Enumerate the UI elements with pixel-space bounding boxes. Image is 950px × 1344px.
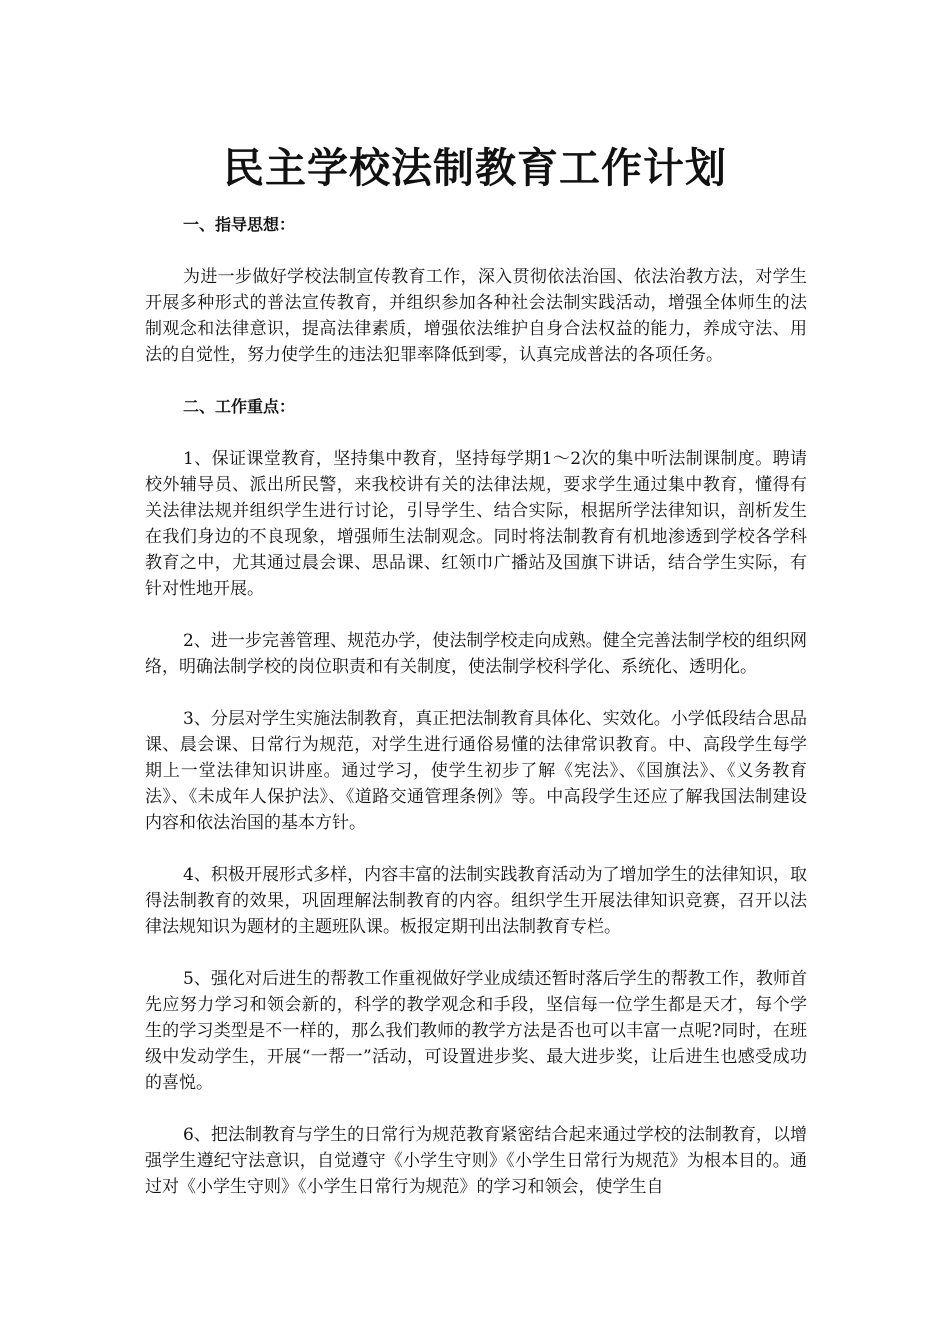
paragraph: 6、把法制教育与学生的日常行为规范教育紧密结合起来通过学校的法制教育，以增强学生遵纪守法意识，自觉遵守《小学生守则》《小学生日常行为规范》为根本目的。通过对《小学生守则》《小学生日常行为规范》的学习和领会，使学生自 bbox=[145, 1125, 807, 1197]
section-guiding-ideology bbox=[145, 212, 807, 368]
paragraph: 2、进一步完善管理、规范办学，使法制学校走向成熟。健全完善法制学校的组织网络，明确法制学校的岗位职责和有关制度，使法制学校科学化、系统化、透明化。 bbox=[145, 631, 807, 677]
paragraph: 1、保证课堂教育，坚持集中教育，坚持每学期1～2次的集中听法制课制度。聘请校外辅导员、派出所民警，来我校讲有关的法律法规，要求学生通过集中教育，懂得有关法律法规并组织学生进行讨论，引导学生、结合实际，根据所学法律知识，剖析发生在我们身边的不良现象，增强师生法制观念。同时将法制教育有机地渗透到学校各学科教育之中，尤其通过晨会课、思品课、红领巾广播站及国旗下讲话，结合学生实际，有针对性地开展。 bbox=[145, 449, 807, 599]
section-heading: 二、工作重点： bbox=[183, 397, 296, 416]
section-heading: 一、指导思想： bbox=[183, 215, 296, 234]
paragraph: 为进一步做好学校法制宣传教育工作，深入贯彻依法治国、依法治教方法，对学生开展多种形式的普法宣传教育，并组织参加各种社会法制实践活动，增强全体师生的法制观念和法律意识，提高法律素质，增强依法维护自身合法权益的能力，养成守法、用法的自觉性，努力使学生的违法犯罪率降低到零，认真完成普法的各项任务。 bbox=[145, 267, 807, 365]
section-work-focus bbox=[145, 394, 807, 1200]
paragraph: 3、分层对学生实施法制教育，真正把法制教育具体化、实效化。小学低段结合思品课、晨会课、日常行为规范，对学生进行通俗易懂的法律常识教育。中、高段学生每学期上一堂法律知识讲座。通过学习，使学生初步了解《宪法》、《国旗法》、《义务教育法》、《未成年人保护法》、《道路交通管理条例》等。中高段学生还应了解我国法制建设内容和依法治国的基本方针。 bbox=[145, 709, 807, 833]
paragraph: 4、积极开展形式多样，内容丰富的法制实践教育活动为了增加学生的法律知识，取得法制教育的效果，巩固理解法制教育的内容。组织学生开展法律知识竞赛，召开以法律法规知识为题材的主题班队课。板报定期刊出法制教育专栏。 bbox=[145, 865, 807, 937]
page-title: 民主学校法制教育工作计划 bbox=[223, 144, 727, 192]
document-body bbox=[145, 212, 807, 1200]
paragraph: 5、强化对后进生的帮教工作重视做好学业成绩还暂时落后学生的帮教工作，教师首先应努力学习和领会新的，科学的教学观念和手段，坚信每一位学生都是天才，每个学生的学习类型是不一样的，那么我们教师的教学方法是否也可以丰富一点呢?同时，在班级中发动学生，开展“一帮一”活动，可设置进步奖、最大进步奖，让后进生也感受成功的喜悦。 bbox=[145, 969, 807, 1093]
